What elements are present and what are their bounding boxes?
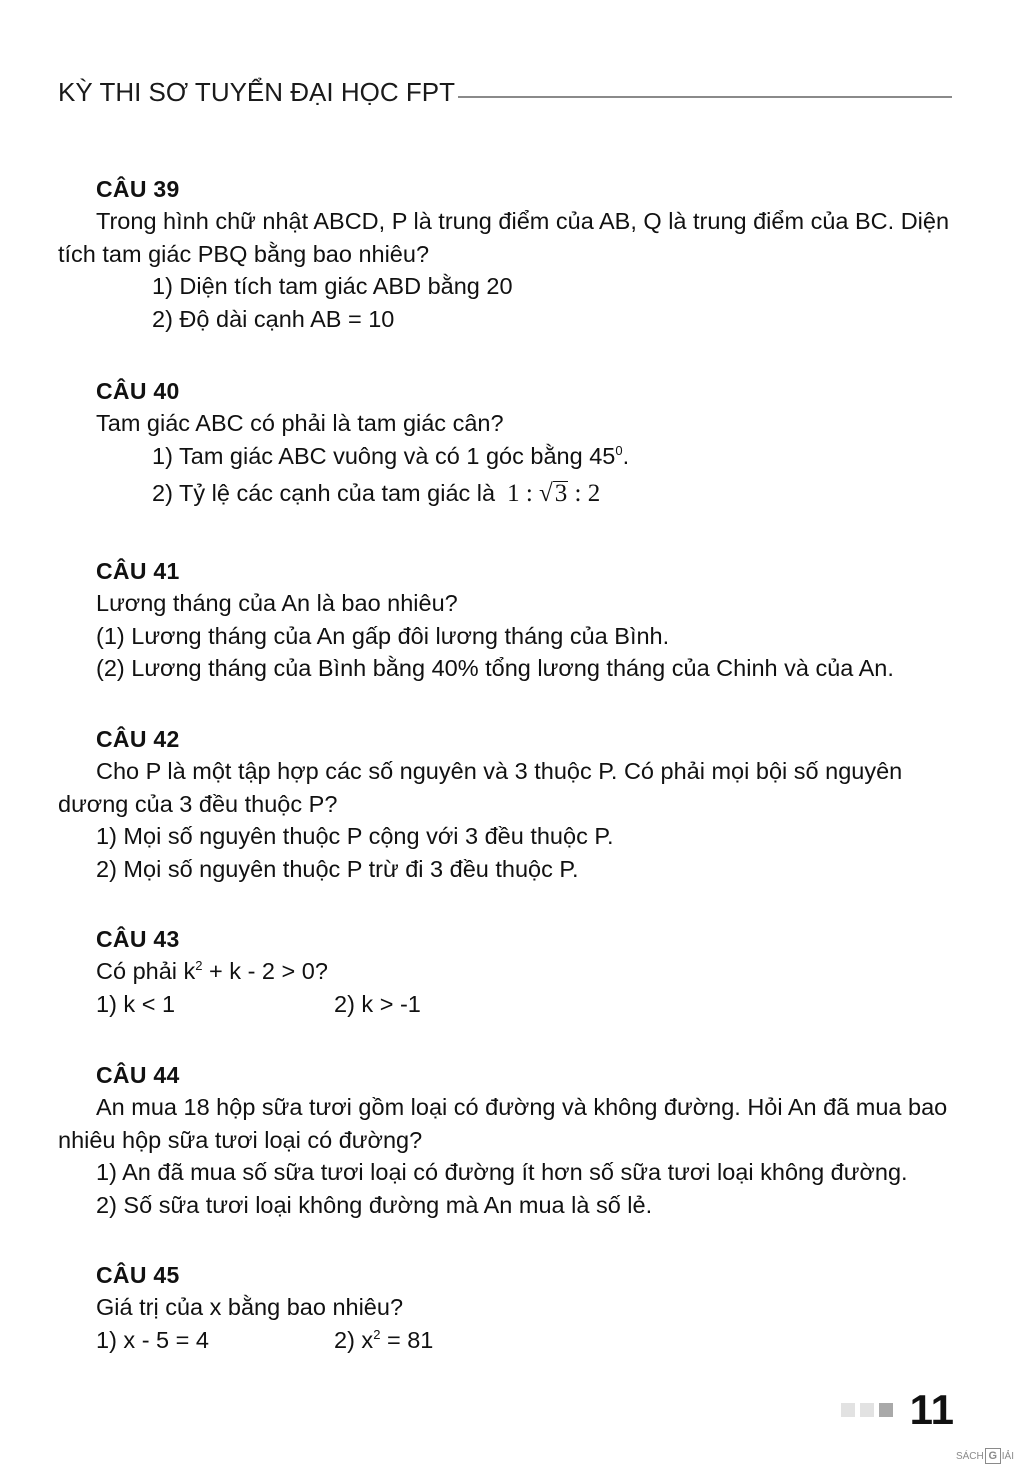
options-row (96, 988, 954, 1021)
question-title: CÂU 41 (96, 558, 180, 584)
option-2: 2) Số sữa tươi loại không đường mà An mua là số lẻ. (96, 1191, 653, 1218)
option-suffix: . (622, 442, 630, 469)
radical-sign: √ (539, 480, 553, 507)
header-title: KỲ THI SƠ TUYỂN ĐẠI HỌC FPT (58, 77, 455, 107)
question-44 (58, 1059, 954, 1221)
degree-superscript: 0 (615, 442, 623, 458)
decor-square (860, 1403, 874, 1417)
option-2: 2) Mọi số nguyên thuộc P trừ đi 3 đều thuộc P. (96, 855, 579, 882)
option-text: 1) Tam giác ABC vuông và có 1 góc bằng 45 (152, 442, 616, 469)
option-2: (2) Lương tháng của Bình bằng 40% tổng lương tháng của Chinh và của An. (96, 655, 894, 681)
option-1: 1) x - 5 = 4 (96, 1326, 209, 1353)
question-text (96, 955, 954, 988)
question-text: Trong hình chữ nhật ABCD, P là trung điểm của AB, Q là trung điểm của BC. Diện tích tam giác PBQ bằng bao nhiêu? (58, 208, 950, 267)
decor-square (841, 1403, 855, 1417)
option-1: 1) Diện tích tam giác ABD bằng 20 (152, 273, 513, 299)
question-title: CÂU 42 (96, 726, 180, 752)
question-title: CÂU 45 (96, 1262, 180, 1288)
page-number: 11 (909, 1386, 954, 1433)
option-suffix: = 81 (380, 1326, 434, 1353)
question-45 (58, 1259, 954, 1356)
option-1 (152, 440, 954, 473)
question-43 (58, 923, 954, 1020)
question-text: Lương tháng của An là bao nhiêu? (96, 590, 458, 616)
option-text: 2) Tỷ lệ các cạnh của tam giác là (152, 480, 496, 506)
option-2 (334, 1324, 433, 1357)
question-42 (58, 723, 954, 885)
ratio-last: : 2 (574, 480, 601, 507)
question-title: CÂU 39 (96, 176, 180, 202)
ratio-first: 1 : (507, 480, 533, 507)
question-text-end: + k - 2 > 0? (202, 958, 328, 984)
side-ratio (507, 480, 600, 507)
question-40 (58, 375, 954, 511)
watermark-logo (956, 1448, 1014, 1464)
question-text-start: Có phải k (96, 958, 196, 984)
option-1: 1) Mọi số nguyên thuộc P cộng với 3 đều thuộc P. (96, 823, 614, 849)
square-root (539, 478, 568, 511)
options-row (96, 1324, 954, 1357)
option-2: 2) k > -1 (334, 990, 421, 1017)
option-text: 2) x (334, 1326, 374, 1353)
radicand: 3 (554, 480, 568, 507)
page-header (58, 74, 952, 114)
exponent: 2 (373, 1326, 381, 1342)
question-41 (58, 555, 954, 685)
question-text: An mua 18 hộp sữa tươi gồm loại có đường và không đường. Hỏi An đã mua bao nhiêu hộp sữa tươi loại có đường? (58, 1094, 948, 1153)
question-text: Giá trị của x bằng bao nhiêu? (96, 1294, 404, 1320)
question-title: CÂU 44 (96, 1062, 180, 1088)
question-text: Tam giác ABC có phải là tam giác cân? (96, 410, 504, 436)
option-1: 1) An đã mua số sữa tươi loại có đường ít hơn số sữa tươi loại không đường. (96, 1159, 908, 1185)
decor-square (879, 1403, 893, 1417)
header-rule (458, 96, 952, 98)
question-title: CÂU 40 (96, 378, 180, 404)
option-1: (1) Lương tháng của An gấp đôi lương tháng của Bình. (96, 622, 670, 649)
option-1: 1) k < 1 (96, 990, 176, 1017)
question-title: CÂU 43 (96, 926, 180, 952)
page-footer (841, 1386, 954, 1434)
option-2: 2) Độ dài cạnh AB = 10 (152, 305, 395, 332)
option-2 (152, 477, 954, 511)
question-39 (58, 173, 954, 335)
watermark-mark: G (985, 1448, 1001, 1464)
question-text: Cho P là một tập hợp các số nguyên và 3 thuộc P. Có phải mọi bội số nguyên dương của 3 đều thuộc P? (58, 758, 903, 817)
watermark-left: SÁCH (955, 1450, 984, 1462)
exponent: 2 (195, 958, 203, 973)
watermark-right: IẢI (1001, 1450, 1014, 1462)
